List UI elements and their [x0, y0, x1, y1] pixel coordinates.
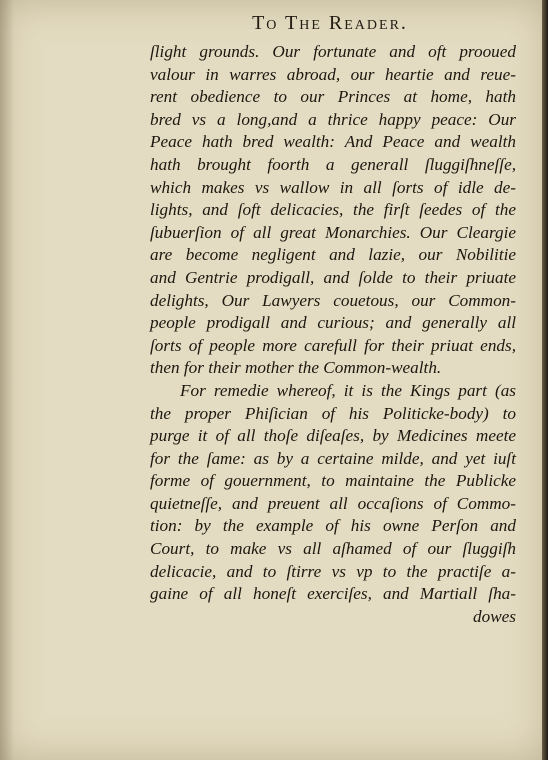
text-line: Peace hath bred wealth: And Peace and wealth: [150, 132, 516, 152]
text-line: people prodigall and curious; and generally all: [150, 313, 516, 333]
text-line: Court, to make vs all aſhamed of our ſluggiſh: [150, 539, 516, 559]
text-line: delicacie, and to ſtirre vs vp to the practiſe a-: [150, 561, 516, 581]
text-line: ſorts of people more carefull for their priuat ends,: [150, 335, 516, 355]
page-edge: [542, 0, 548, 760]
text-line: rent obedience to our Princes at home, hath: [150, 87, 516, 107]
body-text: [150, 41, 516, 628]
text-line: forme of gouernment, to maintaine the Publicke: [150, 471, 516, 491]
text-line: valour in warres abroad, our heartie and reue-: [150, 64, 516, 84]
text-line: ſubuerſion of all great Monarchies. Our Cleargie: [150, 222, 516, 242]
text-line: for the ſame: as by a certaine milde, and yet iuſt: [150, 448, 516, 468]
text-line: gaine of all honeſt exerciſes, and Martiall ſha-: [150, 584, 516, 604]
text-line: are become negligent and lazie, our Nobilitie: [150, 245, 516, 265]
text-line: quietneſſe, and preuent all occaſions of Commo-: [150, 493, 516, 513]
text-line: which makes vs wallow in all ſorts of idle de-: [150, 177, 516, 197]
text-line: hath brought foorth a generall ſluggiſhneſſe,: [150, 154, 516, 174]
text-line: ſlight grounds. Our fortunate and oft prooued: [150, 42, 516, 61]
text-line: lights, and ſoft delicacies, the firſt ſeedes of the: [150, 200, 516, 220]
text-line: tion: by the example of his owne Perſon and: [150, 516, 516, 536]
catchword: dowes: [473, 606, 516, 626]
text-line: delights, Our Lawyers couetous, our Common-: [150, 290, 516, 310]
running-head: To The Reader.: [252, 12, 408, 34]
text-line: the proper Phiſician of his Politicke-body) to: [150, 403, 516, 423]
paragraph-start-line: For remedie whereof, it is the Kings part (as: [180, 380, 516, 400]
text-line: purge it of all thoſe diſeaſes, by Medicines meete: [150, 426, 516, 446]
page-gutter-shadow: [0, 0, 14, 760]
paragraph-end-line: then for their mother the Common-wealth.: [150, 358, 442, 378]
text-line: and Gentrie prodigall, and ſolde to their priuate: [150, 267, 516, 287]
text-line: bred vs a long,and a thrice happy peace: Our: [150, 109, 516, 129]
